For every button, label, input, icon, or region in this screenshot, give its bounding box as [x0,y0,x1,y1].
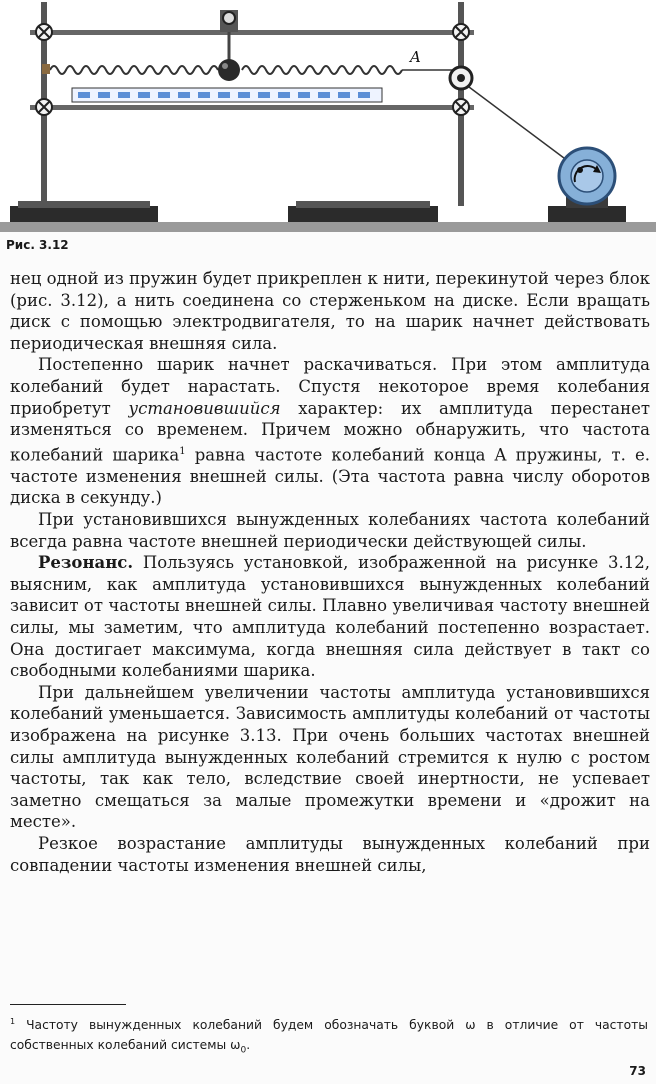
paragraph: При установившихся вынужденных колебаниях частота колебаний всегда равна частоте внешней периодически действующей силы. [10,510,650,551]
paragraph: нец одной из пружин будет прикреплен к нити, перекинутой через блок (рис. 3.12), а нить соединена со стерженьком на диске. Если вращать диск с помощью электродвигателя, то на шарик начнет действовать периодическая внешняя сила. [10,269,650,353]
paragraph: Резкое возрастание амплитуды вынужденных колебаний при совпадении частоты изменения внешней силы, [10,833,650,875]
paragraph: Резонанс. Пользуясь установкой, изображенной на рисунке 3.12, выясним, как амплитуда установившихся вынужденных колебаний зависит от частоты внешней силы. Плавно увеличивая частоту внешней силы, мы заметим, что амплитуда колебаний постепенно возрастает. Она достигает максимума, когда внешняя сила действует в такт со свободными колебаниями шарика. [10,553,650,681]
top-rod [30,30,474,35]
figure-3-12 [0,0,656,232]
motor-base [548,206,626,222]
figure-caption: Рис. 3.12 [6,238,69,252]
ball [218,59,240,81]
left-base [10,206,158,222]
paragraph: Постепенно шарик начнет раскачиваться. При этом амплитуда колебаний будет нарастать. Спустя некоторое время колебания приобретут установившийся характер: их амплитуда перестанет изменяться со временем. Причем можно обнаружить, что частота колебаний шарика$^1$ равна частоте колебаний конца A пружины, т. е. частоте изменения внешней силы. (Эта частота равна числу оборотов диска в секунду.) [10,355,650,508]
footnote-rule [10,1004,126,1005]
table-surface [0,222,656,232]
bottom-rod [30,105,474,110]
footnote: $^1$ Частоту вынужденных колебаний будем обозначать буквой ω в отличие от частоты собственных колебаний системы $\omega_0$. [10,1017,648,1056]
middle-base [288,206,438,222]
paragraph: При дальнейшем увеличении частоты амплитуда установившихся колебаний уменьшается. Зависимость амплитуды колебаний от частоты изображена на рисунке 3.13. При очень больших частотах внешней силы амплитуда вынужденных колебаний стремится к нулю с ростом частоты, так как тело, вследствие своей инертности, не успевает заметно смещаться за малые промежутки времени и «дрожит на месте». [10,682,650,832]
label-a: A [410,48,421,66]
page-number: 73 [629,1064,646,1078]
body-text [10,268,650,876]
section-heading: Резонанс. [38,553,134,573]
